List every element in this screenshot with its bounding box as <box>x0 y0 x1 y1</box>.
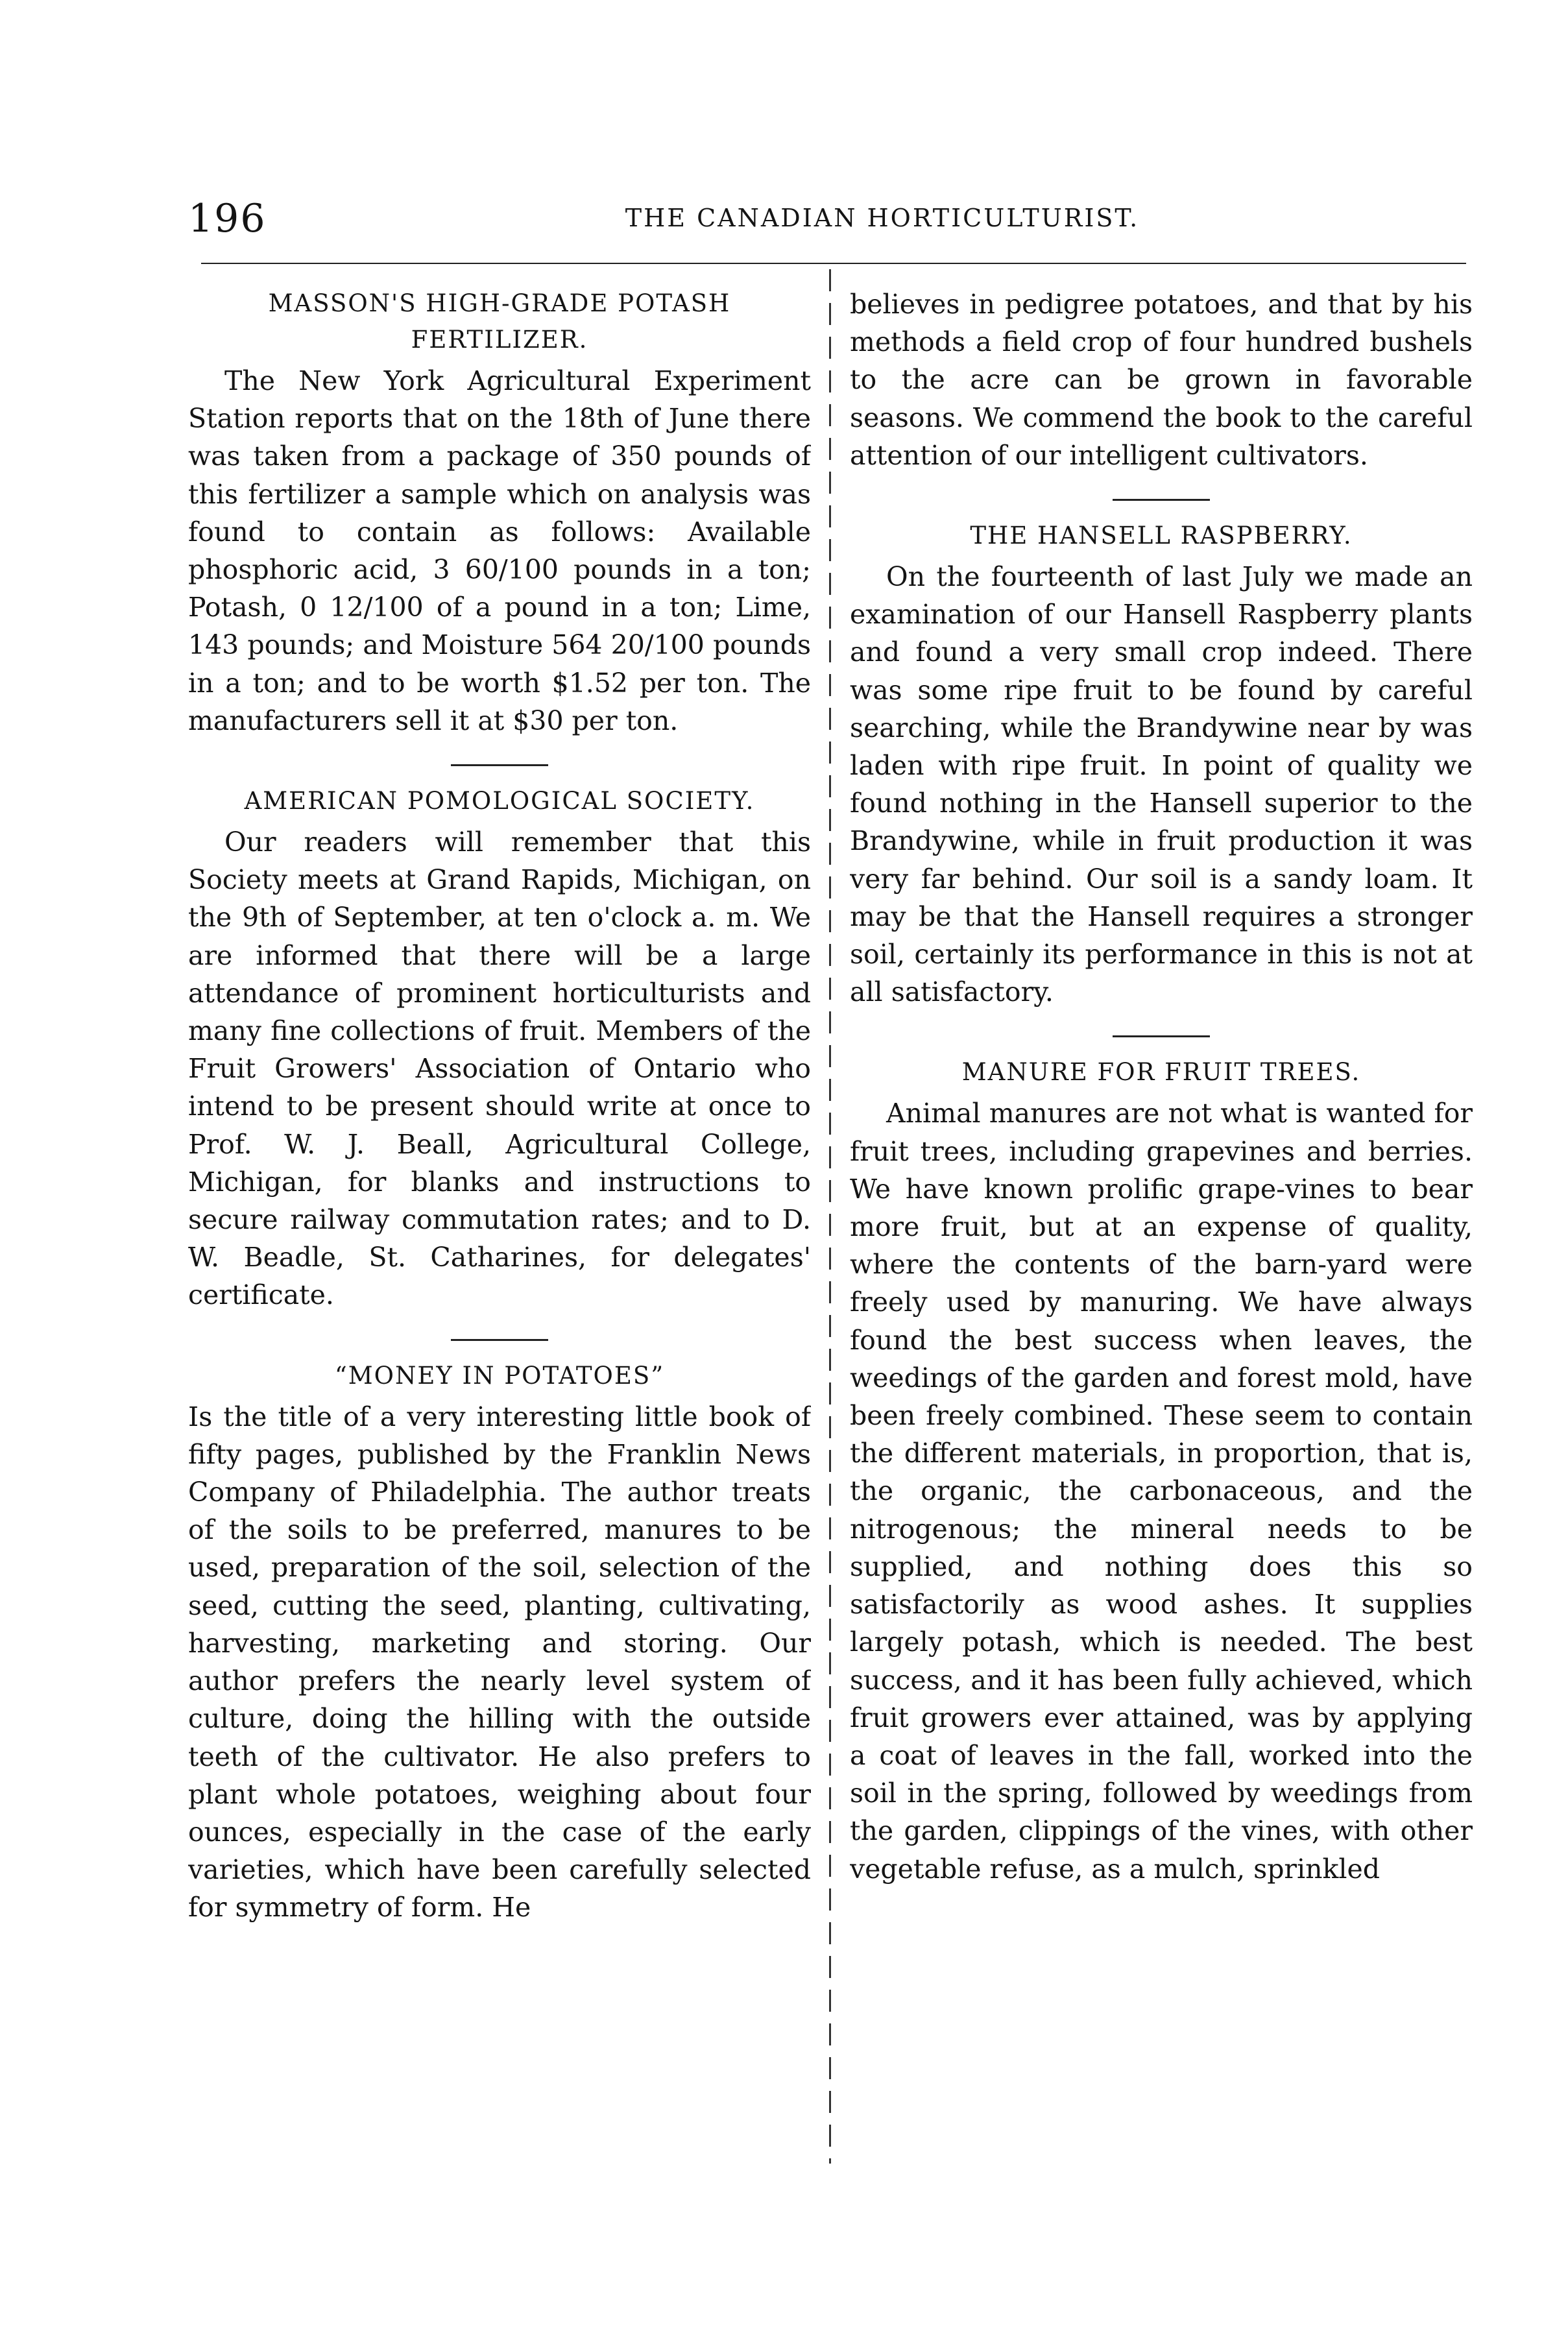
article-body: On the fourteenth of last July we made an examination of our Hansell Raspberry plants and found a very small crop indeed. There was some ripe fruit to be found by careful searching, while the Brandywine near by was laden with ripe fruit. In point of quality we found nothing in the Hansell superior to the Brandywine, while in fruit production it was very far behind. Our soil is a sandy loam. It may be that the Hansell requires a stronger soil, certainly its performance in this is not at all satisfactory. <box>850 561 1473 1008</box>
article-title: MASSON'S HIGH-GRADE POTASH FERTILIZER. <box>268 289 731 354</box>
section-separator <box>1113 1035 1210 1037</box>
header-rule <box>201 263 1466 264</box>
article-body: believes in pedigree potatoes, and that by his methods a field crop of four hundred bushels to the acre can be grown in favorable seasons. We commend the book to the careful attention of our intelligent cultivators. <box>850 289 1473 471</box>
article-money-in-potatoes-continued <box>850 285 1473 474</box>
page-number: 196 <box>188 196 267 241</box>
article-hansell-raspberry <box>850 518 1473 1011</box>
article-body: Animal manures are not what is wanted for fruit trees, including grapevines and berries. We have known prolific grape-vines to bear more fruit, but at an expense of quality, where the contents of the barn-yard were freely used by manuring. We have always found the best success when leaves, the weedings of the garden and forest mold, have been freely combined. These seem to contain the different materials, in proportion, that is, the organic, the carbonaceous, and the nitrogenous; the mineral needs to be supplied, and nothing does this so satisfactorily as wood ashes. It supplies largely potash, which is needed. The best success, and it has been fully achieved, which fruit growers ever attained, was by applying a coat of leaves in the fall, worked into the soil in the spring, followed by weedings from the garden, clippings of the vines, with other vegetable refuse, as a mulch, sprinkled <box>850 1098 1473 1885</box>
article-body: Our readers will remember that this Society meets at Grand Rapids, Michigan, on the 9th of September, at ten o'clock a. m. We are informed that there will be a large attendance of prominent horticulturists and many fine collections of fruit. Members of the Fruit Growers' Association of Ontario who intend to be present should write at once to Prof. W. J. Beall, Agricultural College, Michigan, for blanks and instructions to secure railway commutation rates; and to D. W. Beadle, St. Catharines, for delegates' certificate. <box>188 826 811 1311</box>
section-separator <box>1113 499 1210 501</box>
article-pomological-society <box>188 783 811 1314</box>
left-column <box>188 285 811 2167</box>
article-title: “MONEY IN POTATOES” <box>334 1361 665 1390</box>
article-title: AMERICAN POMOLOGICAL SOCIETY. <box>244 787 755 815</box>
section-separator <box>451 764 548 766</box>
section-separator <box>451 1339 548 1341</box>
article-manure-fruit-trees <box>850 1054 1473 1887</box>
column-divider <box>829 269 831 2164</box>
article-title: MANURE FOR FRUIT TREES. <box>961 1058 1361 1087</box>
running-head: THE CANADIAN HORTICULTURIST. <box>625 204 1140 232</box>
article-body: Is the title of a very interesting little book of fifty pages, published by the Franklin News Company of Philadelphia. The author treats of the soils to be preferred, manures to be used, preparation of the soil, selection of the seed, cutting the seed, planting, cultivating, harvesting, marketing and storing. Our author prefers the nearly level system of culture, doing the hilling with the outside teeth of the cultivator. He also prefers to plant whole potatoes, weighing about four ounces, especially in the case of the early varieties, which have been carefully selected for symmetry of form. He <box>188 1401 811 1924</box>
article-body: The New York Agricultural Experiment Station reports that on the 18th of June there was taken from a package of 350 pounds of this fertilizer a sample which on analysis was found to contain as follows: Available phosphoric acid, 3 60/100 pounds in a ton; Potash, 0 12/100 of a pound in a ton; Lime, 143 pounds; and Moisture 564 20/100 pounds in a ton; and to be worth $1.52 per ton. The manufacturers sell it at $30 per ton. <box>188 365 811 736</box>
article-title: THE HANSELL RASPBERRY. <box>970 522 1353 550</box>
right-column <box>850 285 1473 2167</box>
article-money-in-potatoes <box>188 1358 811 1927</box>
article-masson-fertilizer <box>188 285 811 740</box>
